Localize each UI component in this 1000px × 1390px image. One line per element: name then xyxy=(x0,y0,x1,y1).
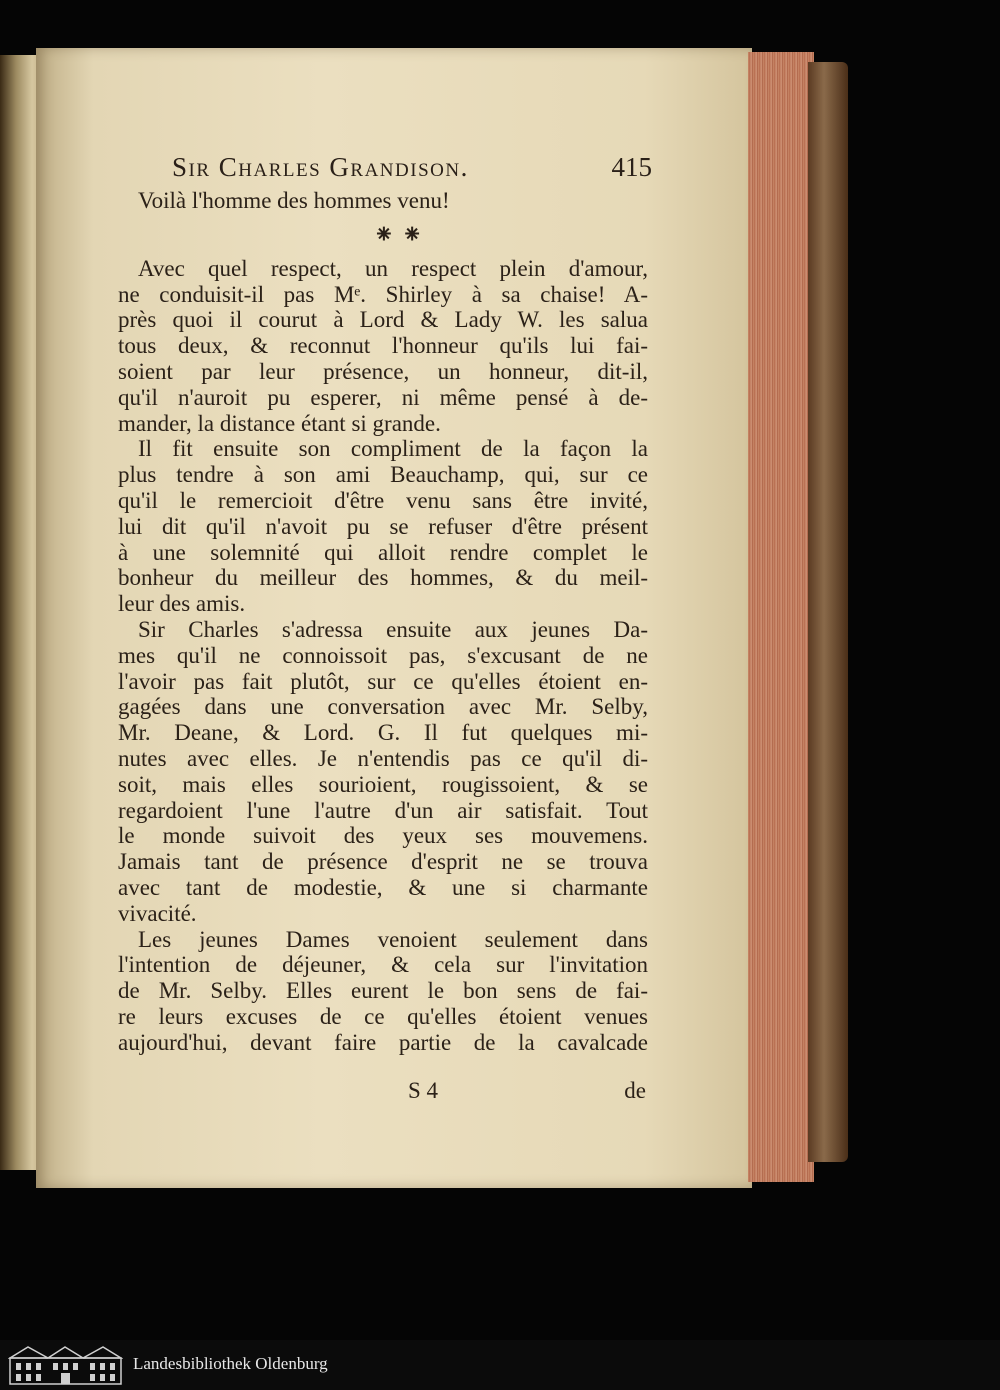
text-line: qu'il le remercioit d'être venu sans être invité, xyxy=(118,487,648,513)
library-footer-bar xyxy=(0,1340,1000,1390)
text-line: regardoient l'une l'autre d'un air satisfait. Tout xyxy=(118,797,648,823)
text-line: re leurs excuses de ce qu'elles étoient venues xyxy=(118,1003,648,1029)
text-line: mes qu'il ne connoissoit pas, s'excusant de ne xyxy=(118,642,648,668)
text-line: l'intention de déjeuner, & cela sur l'invitation xyxy=(118,952,648,978)
page-text xyxy=(118,188,648,1056)
catchword: de xyxy=(624,1078,646,1103)
text-line: de Mr. Selby. Elles eurent le bon sens de fai- xyxy=(118,978,648,1004)
opening-line: Voilà l'homme des hommes venu! xyxy=(138,188,450,213)
text-line: bonheur du meilleur des hommes, & du meil- xyxy=(118,565,648,591)
text-line: l'avoir pas fait plutôt, sur ce qu'elles étoient en- xyxy=(118,668,648,694)
text-line: Il fit ensuite son compliment de la façon la xyxy=(138,436,648,462)
text-line: qu'il n'auroit pu esperer, ni même pensé à de- xyxy=(118,384,648,410)
text-line: soit, mais elles sourioient, rougissoient, & se xyxy=(118,771,648,797)
library-building-icon xyxy=(8,1344,123,1386)
text-line: ne conduisit-il pas Mᵉ. Shirley à sa chaise! A- xyxy=(118,281,648,307)
text-line: près quoi il courut à Lord & Lady W. les salua xyxy=(118,307,648,333)
text-line: aujourd'hui, devant faire partie de la cavalcade xyxy=(118,1029,648,1055)
text-line: Jamais tant de présence d'esprit ne se trouva xyxy=(118,849,648,875)
text-line: plus tendre à son ami Beauchamp, qui, sur ce xyxy=(118,462,648,488)
text-line: Mr. Deane, & Lord. G. Il fut quelques mi- xyxy=(118,720,648,746)
text-line: lui dit qu'il n'avoit pu se refuser d'être présent xyxy=(118,513,648,539)
text-line: Avec quel respect, un respect plein d'amour, xyxy=(138,255,648,281)
text-line: Les jeunes Dames venoient seulement dans xyxy=(138,926,648,952)
left-page-edge xyxy=(0,55,40,1170)
text-line: Sir Charles s'adressa ensuite aux jeunes Da- xyxy=(138,616,648,642)
page-stack-edges xyxy=(748,52,814,1182)
text-line: le monde suivoit des yeux ses mouvemens. xyxy=(118,823,648,849)
text-line: tous deux, & reconnut l'honneur qu'ils lui fai- xyxy=(118,333,648,359)
running-head xyxy=(172,150,652,190)
asterism-ornament: ⁕ ⁕ xyxy=(372,219,424,249)
text-line: soient par leur présence, un honneur, dit-il, xyxy=(118,358,648,384)
page-number: 415 xyxy=(611,152,652,182)
library-name: Landesbibliothek Oldenburg xyxy=(133,1354,328,1373)
text-line: leur des amis. xyxy=(118,591,246,617)
text-line: mander, la distance étant si grande. xyxy=(118,410,441,436)
page-footer xyxy=(118,1078,646,1108)
paragraph-lines xyxy=(118,256,648,1056)
running-title: Sir Charles Grandison. xyxy=(172,152,469,182)
text-line: à une solemnité qui alloit rendre complet le xyxy=(118,539,648,565)
text-line: avec tant de modestie, & une si charmante xyxy=(118,874,648,900)
book-cover-edge xyxy=(808,62,848,1162)
signature-mark: S 4 xyxy=(408,1078,439,1103)
text-line: nutes avec elles. Je n'entendis pas ce qu'il di- xyxy=(118,745,648,771)
text-line: vivacité. xyxy=(118,900,197,926)
text-line: gagées dans une conversation avec Mr. Selby, xyxy=(118,694,648,720)
